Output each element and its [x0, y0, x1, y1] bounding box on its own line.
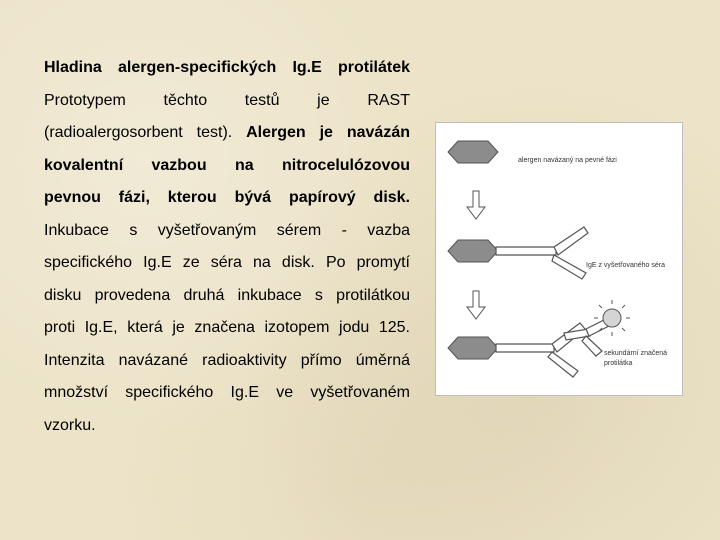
allergen-hexagon [448, 240, 498, 262]
body-line: specifického Ig.E ze séra na disk. Po promytí [44, 254, 410, 271]
text-block [44, 58, 410, 448]
body-line: Prototypem těchto testů je RAST [44, 91, 410, 109]
figure-label: protilátka [604, 360, 633, 367]
body-text-bold: Alergen je navázán [246, 124, 410, 141]
body-text: (radioalergosorbent test). [44, 124, 247, 141]
body-line: Intenzita navázané radioaktivity přímo úměrná [44, 351, 410, 369]
allergen-hexagon [448, 337, 498, 359]
slide-title: Hladina alergen-specifických Ig.E protilátek [44, 59, 410, 76]
body-line: pevnou fázi, kterou bývá papírový disk. [44, 189, 410, 206]
down-arrow-icon [467, 191, 485, 219]
body-line: proti Ig.E, která je značena izotopem jodu 125. [44, 319, 410, 336]
body-line [44, 123, 410, 143]
body-line: disku provedena druhá inkubace s protilátkou [44, 286, 410, 304]
figure-label: sekundární značená [604, 350, 668, 357]
secondary-antibody [564, 319, 609, 356]
figure-label: alergen navázaný na pevné fázi [518, 157, 617, 164]
body-line: množství specifického Ig.E ve vyšetřovaném [44, 384, 410, 401]
body-line: vzorku. [44, 416, 96, 434]
figure-label: IgE z vyšetřovaného séra [586, 262, 665, 269]
isotope-icon [594, 300, 630, 336]
ige-antibody [496, 323, 585, 377]
body-line: Inkubace s vyšetřovaným sérem - vazba [44, 221, 410, 239]
rast-diagram [435, 122, 683, 396]
allergen-hexagon [448, 141, 498, 163]
down-arrow-icon [467, 291, 485, 319]
ige-antibody [496, 227, 588, 279]
body-line: kovalentní vazbou na nitrocelulózovou [44, 156, 410, 174]
